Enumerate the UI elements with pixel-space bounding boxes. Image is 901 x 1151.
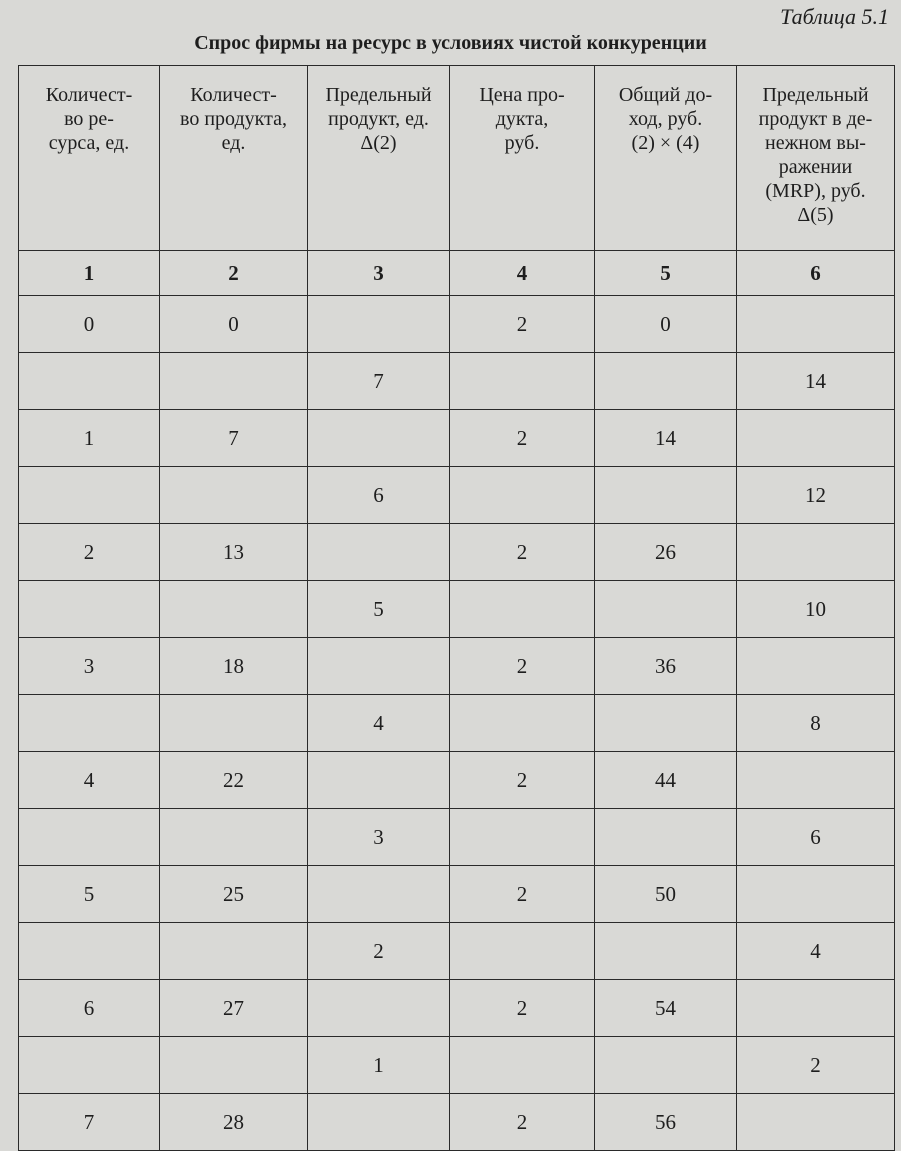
- cell-value: 2: [516, 767, 528, 792]
- cell-value: 2: [516, 995, 528, 1020]
- resource-demand-table: [18, 65, 895, 1151]
- table-cell: [450, 695, 595, 752]
- cell-value: 0: [83, 311, 95, 336]
- cell-value: 2: [516, 539, 528, 564]
- table-cell: [19, 638, 160, 695]
- table-cell: [308, 524, 450, 581]
- column-header-5: [595, 66, 737, 251]
- table-cell: [19, 353, 160, 410]
- cell-value: 13: [223, 539, 244, 564]
- table-row: [19, 1037, 895, 1094]
- table-cell: [160, 581, 308, 638]
- column-header-line: нежном вы-: [765, 132, 866, 154]
- table-row: [19, 524, 895, 581]
- column-header-line: ход, руб.: [628, 108, 703, 130]
- table-cell: [737, 410, 895, 467]
- column-header-line: Δ(5): [797, 204, 834, 226]
- cell-value: 5: [83, 881, 95, 906]
- table-row: [19, 638, 895, 695]
- table-cell: [160, 353, 308, 410]
- table-cell: [595, 353, 737, 410]
- table-cell: [595, 638, 737, 695]
- table-cell: [19, 1094, 160, 1151]
- column-header-line: дукта,: [495, 108, 549, 130]
- table-row: [19, 923, 895, 980]
- cell-value: 2: [516, 1109, 528, 1134]
- column-header-line: продукт в де-: [758, 108, 873, 130]
- column-header-line: Количест-: [190, 84, 277, 106]
- cell-value: 4: [373, 710, 384, 735]
- table-cell: [737, 980, 895, 1037]
- cell-value: 26: [655, 539, 676, 564]
- cell-value: 2: [516, 311, 528, 336]
- table-cell: [450, 752, 595, 809]
- table-row: [19, 1094, 895, 1151]
- cell-value: 50: [655, 881, 676, 906]
- table-cell: [450, 638, 595, 695]
- column-header-line: руб.: [504, 132, 540, 154]
- column-header-line: (2) × (4): [631, 132, 700, 154]
- table-cell: [595, 1094, 737, 1151]
- table-cell: [19, 923, 160, 980]
- column-header-line: ражении: [778, 156, 853, 178]
- table-row: [19, 296, 895, 353]
- cell-value: 2: [516, 881, 528, 906]
- table-cell: [19, 581, 160, 638]
- table-cell: [450, 296, 595, 353]
- column-header-line: Предельный: [325, 84, 432, 106]
- cell-value: 3: [83, 653, 95, 678]
- table-cell: [737, 581, 895, 638]
- cell-value: 44: [655, 767, 676, 792]
- table-cell: [308, 638, 450, 695]
- table-cell: [737, 695, 895, 752]
- cell-value: 0: [228, 311, 239, 336]
- cell-value: 2: [83, 539, 95, 564]
- table-cell: [160, 980, 308, 1037]
- cell-value: 28: [223, 1109, 244, 1134]
- table-cell: [450, 1094, 595, 1151]
- table-cell: [595, 695, 737, 752]
- table-cell: [308, 353, 450, 410]
- column-header-2: [160, 66, 308, 251]
- table-cell: [19, 752, 160, 809]
- table-cell: [19, 296, 160, 353]
- table-cell: [595, 296, 737, 353]
- table-cell: [19, 695, 160, 752]
- table-cell: [308, 467, 450, 524]
- table-cell: [737, 866, 895, 923]
- table-cell: [160, 1037, 308, 1094]
- table-cell: [450, 524, 595, 581]
- table-cell: [450, 581, 595, 638]
- table-cell: [595, 467, 737, 524]
- table-cell: [737, 524, 895, 581]
- table-row: [19, 467, 895, 524]
- table-cell: [450, 809, 595, 866]
- table-cell: [308, 980, 450, 1037]
- column-number: 1: [19, 251, 160, 296]
- table-cell: [450, 1037, 595, 1094]
- table-row: [19, 353, 895, 410]
- table-row: [19, 410, 895, 467]
- table-cell: [595, 866, 737, 923]
- table-cell: [737, 467, 895, 524]
- cell-value: 25: [223, 881, 244, 906]
- table-row: [19, 695, 895, 752]
- table-cell: [595, 809, 737, 866]
- cell-value: 7: [373, 368, 384, 393]
- column-header-line: во продукта,: [180, 108, 287, 130]
- table-cell: [160, 695, 308, 752]
- table-cell: [450, 467, 595, 524]
- column-header-line: ед.: [221, 132, 246, 154]
- table-row: [19, 980, 895, 1037]
- cell-value: 6: [810, 824, 821, 849]
- column-number: 4: [450, 251, 595, 296]
- cell-value: 22: [223, 767, 244, 792]
- cell-value: 1: [373, 1052, 384, 1077]
- cell-value: 10: [805, 596, 826, 621]
- cell-value: 14: [805, 368, 826, 393]
- cell-value: 4: [810, 938, 821, 963]
- column-header-4: [450, 66, 595, 251]
- cell-value: 14: [655, 425, 676, 450]
- column-number-row: [19, 251, 895, 296]
- column-header-line: продукт, ед.: [328, 108, 429, 130]
- cell-value: 8: [810, 710, 821, 735]
- cell-value: 36: [655, 653, 676, 678]
- table-body: [19, 296, 895, 1151]
- column-header-line: Δ(2): [360, 132, 397, 154]
- table-cell: [737, 638, 895, 695]
- table-cell: [160, 524, 308, 581]
- cell-value: 54: [655, 995, 676, 1020]
- column-number: 2: [160, 251, 308, 296]
- table-number: Таблица 5.1: [780, 4, 889, 29]
- table-cell: [595, 410, 737, 467]
- column-number: 3: [308, 251, 450, 296]
- cell-value: 1: [83, 425, 95, 450]
- table-row: [19, 809, 895, 866]
- table-row: [19, 752, 895, 809]
- cell-value: 6: [373, 482, 384, 507]
- cell-value: 6: [83, 995, 95, 1020]
- table-cell: [737, 296, 895, 353]
- table-cell: [595, 581, 737, 638]
- table-cell: [737, 752, 895, 809]
- cell-value: 7: [83, 1109, 95, 1134]
- table-cell: [737, 1094, 895, 1151]
- table-cell: [308, 1037, 450, 1094]
- column-header-6: [737, 66, 895, 251]
- table-cell: [160, 752, 308, 809]
- table-cell: [19, 467, 160, 524]
- column-header-1: [19, 66, 160, 251]
- table-cell: [737, 1037, 895, 1094]
- column-header-line: Предельный: [762, 84, 869, 106]
- table-cell: [595, 923, 737, 980]
- table-cell: [160, 1094, 308, 1151]
- column-number: 6: [737, 251, 895, 296]
- table-cell: [308, 410, 450, 467]
- table-cell: [19, 410, 160, 467]
- column-header-line: Цена про-: [479, 84, 565, 106]
- table-cell: [308, 695, 450, 752]
- cell-value: 2: [516, 425, 528, 450]
- table-cell: [450, 866, 595, 923]
- table-cell: [737, 923, 895, 980]
- table-cell: [737, 353, 895, 410]
- table-cell: [450, 353, 595, 410]
- table-cell: [595, 524, 737, 581]
- column-header-line: Количест-: [45, 84, 133, 106]
- table-cell: [595, 980, 737, 1037]
- cell-value: 18: [223, 653, 244, 678]
- table-cell: [160, 296, 308, 353]
- table-cell: [19, 809, 160, 866]
- table-row: [19, 581, 895, 638]
- table-cell: [308, 923, 450, 980]
- column-header-line: во ре-: [64, 108, 114, 130]
- table-cell: [308, 581, 450, 638]
- cell-value: 0: [660, 311, 671, 336]
- table-cell: [737, 809, 895, 866]
- table-cell: [160, 923, 308, 980]
- column-header-line: сурса, ед.: [48, 132, 130, 154]
- cell-value: 3: [373, 824, 384, 849]
- table-cell: [19, 1037, 160, 1094]
- table-cell: [308, 866, 450, 923]
- cell-value: 12: [805, 482, 826, 507]
- table-cell: [160, 467, 308, 524]
- cell-value: 27: [223, 995, 244, 1020]
- table-cell: [160, 809, 308, 866]
- table-cell: [595, 752, 737, 809]
- table-cell: [308, 1094, 450, 1151]
- cell-value: 7: [228, 425, 239, 450]
- column-header-line: (MRP), руб.: [765, 180, 866, 202]
- table-cell: [19, 866, 160, 923]
- column-number: 5: [595, 251, 737, 296]
- table-cell: [450, 410, 595, 467]
- table-row: [19, 866, 895, 923]
- column-header-3: [308, 66, 450, 251]
- table-title: Спрос фирмы на ресурс в условиях чистой конкуренции: [194, 32, 707, 54]
- table-cell: [160, 410, 308, 467]
- header-row: [19, 66, 895, 251]
- column-header-line: Общий до-: [618, 84, 713, 106]
- table-cell: [308, 752, 450, 809]
- table-cell: [160, 638, 308, 695]
- table-cell: [450, 980, 595, 1037]
- cell-value: 2: [516, 653, 528, 678]
- cell-value: 2: [373, 938, 384, 963]
- table-cell: [19, 524, 160, 581]
- table-cell: [450, 923, 595, 980]
- table-cell: [160, 866, 308, 923]
- cell-value: 56: [655, 1109, 676, 1134]
- table-cell: [595, 1037, 737, 1094]
- table-cell: [19, 980, 160, 1037]
- table-cell: [308, 296, 450, 353]
- cell-value: 4: [83, 767, 95, 792]
- cell-value: 2: [810, 1052, 821, 1077]
- cell-value: 5: [373, 596, 384, 621]
- table-cell: [308, 809, 450, 866]
